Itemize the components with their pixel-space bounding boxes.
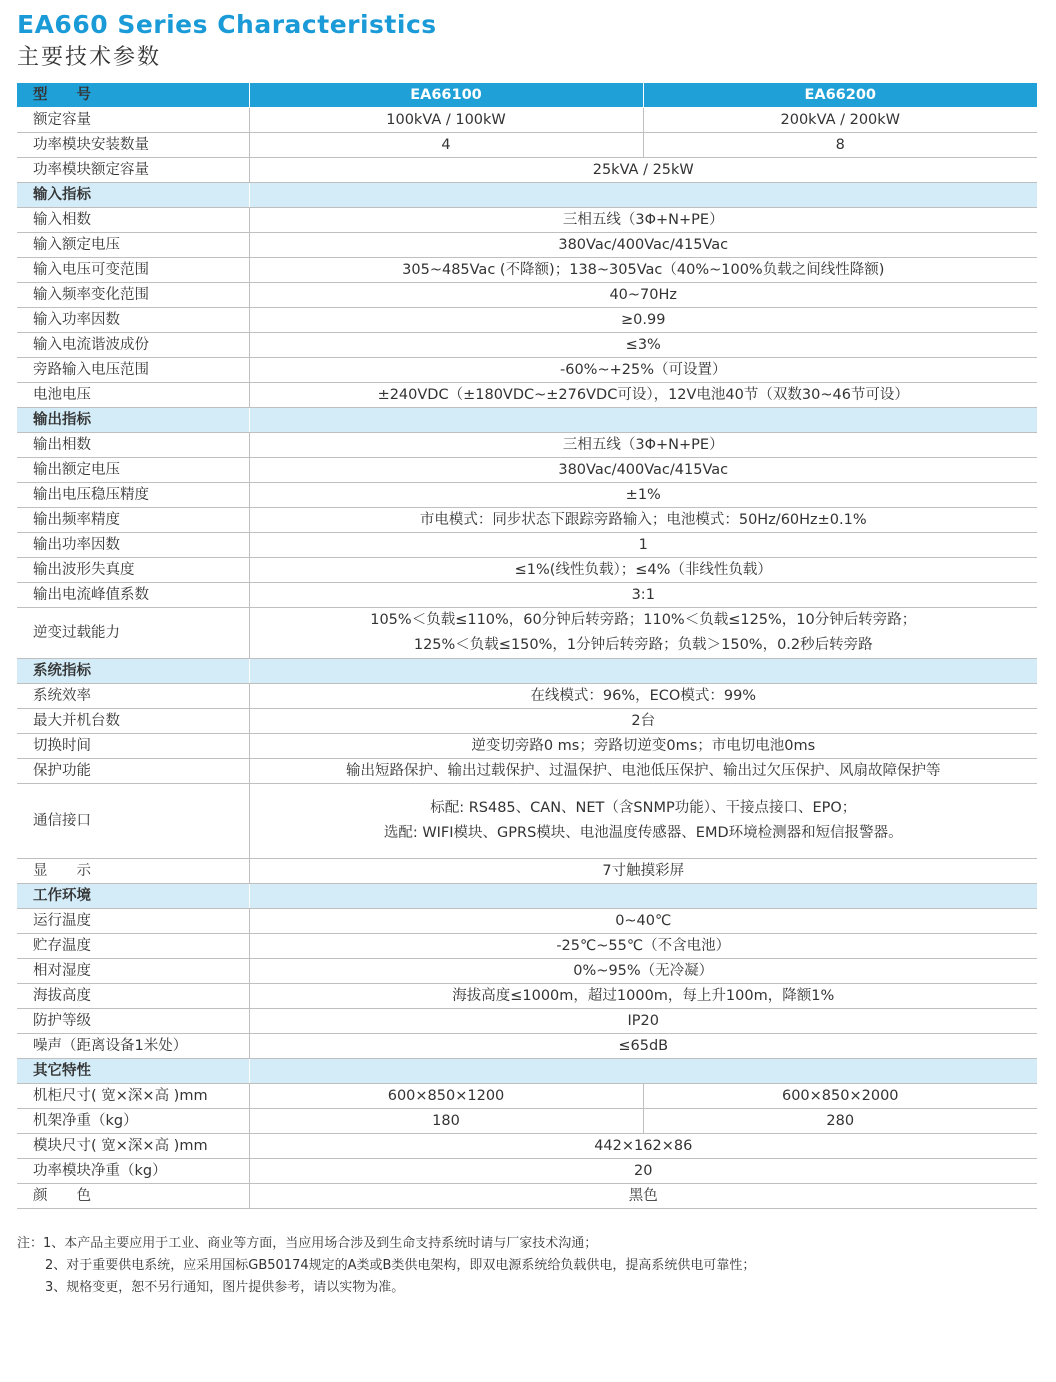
row-value: ≤65dB — [249, 1034, 1037, 1059]
row-label: 输出电压稳压精度 — [17, 483, 249, 508]
table-row — [17, 508, 1037, 533]
table-row — [17, 558, 1037, 583]
row-value-ea66200: 280 — [643, 1109, 1037, 1134]
section-title: 其它特性 — [17, 1059, 249, 1084]
row-label: 切换时间 — [17, 734, 249, 759]
row-value: ≤1%(线性负载）；≤4%（非线性负载） — [249, 558, 1037, 583]
page-title-cn: 主要技术参数 — [17, 45, 162, 70]
row-value-ea66100: 100kVA / 100kW — [249, 108, 643, 133]
table-row — [17, 458, 1037, 483]
row-value: ±240VDC（±180VDC~±276VDC可设），12V电池40节（双数30~46节可设） — [249, 383, 1037, 408]
table-row — [17, 208, 1037, 233]
row-value: ≥0.99 — [249, 308, 1037, 333]
row-label: 输入相数 — [17, 208, 249, 233]
table-row — [17, 483, 1037, 508]
table-row — [17, 709, 1037, 734]
row-value-line: 标配: RS485、CAN、NET（含SNMP功能）、干接点接口、EPO； — [430, 800, 857, 816]
row-value: -25℃~55℃（不含电池） — [249, 934, 1037, 959]
row-value: 黑色 — [249, 1184, 1037, 1209]
row-label: 系统效率 — [17, 684, 249, 709]
header-model-ea66200: EA66200 — [643, 83, 1037, 108]
row-value-ea66100: 180 — [249, 1109, 643, 1134]
row-label: 最大并机台数 — [17, 709, 249, 734]
row-value-ea66200: 200kVA / 200kW — [643, 108, 1037, 133]
row-value: 逆变切旁路0 ms；旁路切逆变0ms；市电切电池0ms — [249, 734, 1037, 759]
row-value: 305~485Vac (不降额)；138~305Vac（40%~100%负载之间线性降额) — [249, 258, 1037, 283]
row-value: 输出短路保护、输出过载保护、过温保护、电池低压保护、输出过欠压保护、风扇故障保护等 — [249, 759, 1037, 784]
table-row — [17, 133, 1037, 158]
section-title: 工作环境 — [17, 884, 249, 909]
header-model-ea66100: EA66100 — [249, 83, 643, 108]
row-value: 3:1 — [249, 583, 1037, 608]
row-label: 海拔高度 — [17, 984, 249, 1009]
section-fill — [249, 183, 1037, 208]
row-label: 旁路输入电压范围 — [17, 358, 249, 383]
header-model-label: 型 号 — [17, 83, 249, 108]
row-value-ea66200: 8 — [643, 133, 1037, 158]
table-row — [17, 934, 1037, 959]
row-label: 输出频率精度 — [17, 508, 249, 533]
table-row — [17, 433, 1037, 458]
row-label: 输出波形失真度 — [17, 558, 249, 583]
table-row — [17, 959, 1037, 984]
section-header-row — [17, 1059, 1037, 1084]
row-label: 机柜尺寸( 宽×深×高 )mm — [17, 1084, 249, 1109]
table-header-row — [17, 83, 1037, 108]
table-row — [17, 1034, 1037, 1059]
table-row — [17, 734, 1037, 759]
table-row — [17, 283, 1037, 308]
row-value: 40~70Hz — [249, 283, 1037, 308]
row-value: 海拔高度≤1000m，超过1000m，每上升100m，降额1% — [249, 984, 1037, 1009]
row-label: 输入电压可变范围 — [17, 258, 249, 283]
note-3: 3、规格变更，恕不另行通知，图片提供参考，请以实物为准。 — [45, 1280, 405, 1295]
table-row — [17, 1109, 1037, 1134]
row-label: 保护功能 — [17, 759, 249, 784]
row-value: 市电模式：同步状态下跟踪旁路输入；电池模式：50Hz/60Hz±0.1% — [249, 508, 1037, 533]
table-row — [17, 984, 1037, 1009]
row-label: 输出额定电压 — [17, 458, 249, 483]
row-label: 输出功率因数 — [17, 533, 249, 558]
section-title: 输出指标 — [17, 408, 249, 433]
row-value: 三相五线（3Φ+N+PE） — [249, 208, 1037, 233]
section-fill — [249, 659, 1037, 684]
table-row — [17, 1009, 1037, 1034]
row-label: 输入电流谐波成份 — [17, 333, 249, 358]
row-label: 电池电压 — [17, 383, 249, 408]
row-label: 贮存温度 — [17, 934, 249, 959]
row-value-ea66200: 600×850×2000 — [643, 1084, 1037, 1109]
row-label: 输出相数 — [17, 433, 249, 458]
table-row — [17, 684, 1037, 709]
table-row — [17, 1084, 1037, 1109]
row-label: 功率模块额定容量 — [17, 158, 249, 183]
page-title-en: EA660 Series Characteristics — [17, 10, 437, 39]
row-label: 模块尺寸( 宽×深×高 )mm — [17, 1134, 249, 1159]
section-title: 输入指标 — [17, 183, 249, 208]
row-label: 输入额定电压 — [17, 233, 249, 258]
row-value-ea66100: 600×850×1200 — [249, 1084, 643, 1109]
row-label: 输入功率因数 — [17, 308, 249, 333]
row-value: 在线模式：96%，ECO模式：99% — [249, 684, 1037, 709]
table-row — [17, 608, 1037, 659]
table-row — [17, 358, 1037, 383]
table-row — [17, 1184, 1037, 1209]
table-row — [17, 333, 1037, 358]
row-value: ≤3% — [249, 333, 1037, 358]
row-value: 20 — [249, 1159, 1037, 1184]
row-value: 25kVA / 25kW — [249, 158, 1037, 183]
row-value: 1 — [249, 533, 1037, 558]
note-2: 2、对于重要供电系统，应采用国标GB50174规定的A类或B类供电架构，即双电源系统给负载供电，提高系统供电可靠性； — [45, 1258, 756, 1273]
row-label: 功率模块安装数量 — [17, 133, 249, 158]
row-value: 7寸触摸彩屏 — [249, 859, 1037, 884]
section-fill — [249, 884, 1037, 909]
table-row — [17, 909, 1037, 934]
table-row — [17, 533, 1037, 558]
row-label: 防护等级 — [17, 1009, 249, 1034]
row-value — [249, 784, 1037, 859]
row-value-line: 选配: WIFI模块、GPRS模块、电池温度传感器、EMD环境检测器和短信报警器。 — [383, 825, 903, 841]
section-fill — [249, 1059, 1037, 1084]
row-label: 相对湿度 — [17, 959, 249, 984]
table-row — [17, 158, 1037, 183]
table-row — [17, 308, 1037, 333]
row-value: 442×162×86 — [249, 1134, 1037, 1159]
table-row — [17, 759, 1037, 784]
row-value: 0~40℃ — [249, 909, 1037, 934]
table-row — [17, 233, 1037, 258]
row-label: 运行温度 — [17, 909, 249, 934]
row-value: 380Vac/400Vac/415Vac — [249, 458, 1037, 483]
row-label: 噪声（距离设备1米处） — [17, 1034, 249, 1059]
row-label: 输出电流峰值系数 — [17, 583, 249, 608]
table-row — [17, 383, 1037, 408]
table-row — [17, 1159, 1037, 1184]
table-row — [17, 108, 1037, 133]
section-fill — [249, 408, 1037, 433]
section-header-row — [17, 884, 1037, 909]
table-row — [17, 784, 1037, 859]
table-row — [17, 258, 1037, 283]
note-1: 注：1、本产品主要应用于工业、商业等方面，当应用场合涉及到生命支持系统时请与厂家技术沟通； — [17, 1236, 598, 1251]
row-label: 机架净重（kg） — [17, 1109, 249, 1134]
table-row — [17, 1134, 1037, 1159]
row-label: 功率模块净重（kg） — [17, 1159, 249, 1184]
row-label: 额定容量 — [17, 108, 249, 133]
row-value: IP20 — [249, 1009, 1037, 1034]
row-value-line: 125%＜负载≤150%，1分钟后转旁路；负载＞150%，0.2秒后转旁路 — [413, 637, 873, 653]
row-value: 0%~95%（无冷凝） — [249, 959, 1037, 984]
row-value: 380Vac/400Vac/415Vac — [249, 233, 1037, 258]
row-value-ea66100: 4 — [249, 133, 643, 158]
row-label: 显 示 — [17, 859, 249, 884]
row-value: -60%~+25%（可设置） — [249, 358, 1037, 383]
section-header-row — [17, 183, 1037, 208]
row-value: 三相五线（3Φ+N+PE） — [249, 433, 1037, 458]
table-row — [17, 859, 1037, 884]
row-value: 2台 — [249, 709, 1037, 734]
row-value-line: 105%＜负载≤110%，60分钟后转旁路；110%＜负载≤125%，10分钟后转旁路； — [370, 612, 917, 628]
row-value: ±1% — [249, 483, 1037, 508]
row-label: 通信接口 — [17, 784, 249, 859]
section-title: 系统指标 — [17, 659, 249, 684]
row-label: 逆变过载能力 — [17, 608, 249, 659]
table-row — [17, 583, 1037, 608]
section-header-row — [17, 659, 1037, 684]
row-label: 颜 色 — [17, 1184, 249, 1209]
row-value — [249, 608, 1037, 659]
section-header-row — [17, 408, 1037, 433]
row-label: 输入频率变化范围 — [17, 283, 249, 308]
spec-table — [17, 83, 1037, 1209]
footnotes — [17, 1233, 1037, 1299]
